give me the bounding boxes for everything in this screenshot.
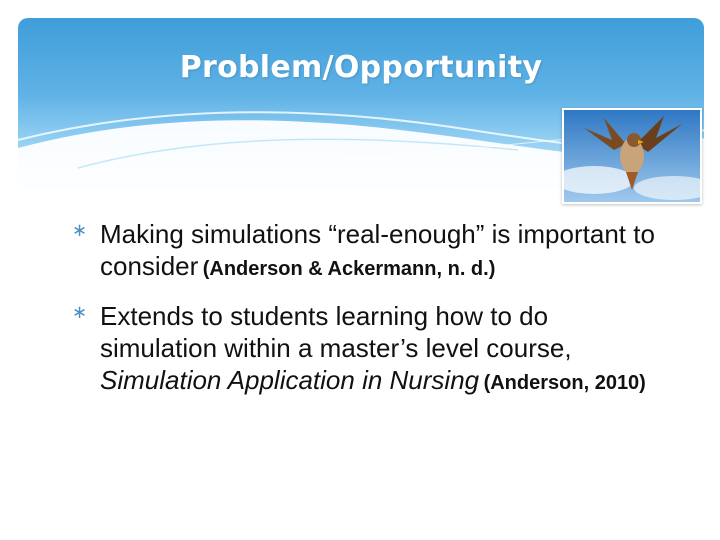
bullet-item [72, 300, 672, 396]
course-title: Simulation Application in Nursing [100, 365, 480, 395]
hawk-photo [562, 108, 702, 204]
bullet-text: Extends to students learning how to do simulation within a master’s level course, [100, 301, 572, 363]
bullet-item [72, 218, 672, 282]
asterisk-bullet-icon: ∗ [72, 220, 88, 240]
bullet-citation: (Anderson, 2010) [483, 372, 646, 394]
bullet-list [72, 218, 672, 414]
slide-title: Problem/Opportunity [179, 50, 543, 85]
bullet-citation: (Anderson & Ackermann, n. d.) [202, 258, 496, 280]
asterisk-bullet-icon: ∗ [72, 302, 88, 322]
bullet-text: Making simulations “real-enough” is important to consider [100, 219, 655, 281]
